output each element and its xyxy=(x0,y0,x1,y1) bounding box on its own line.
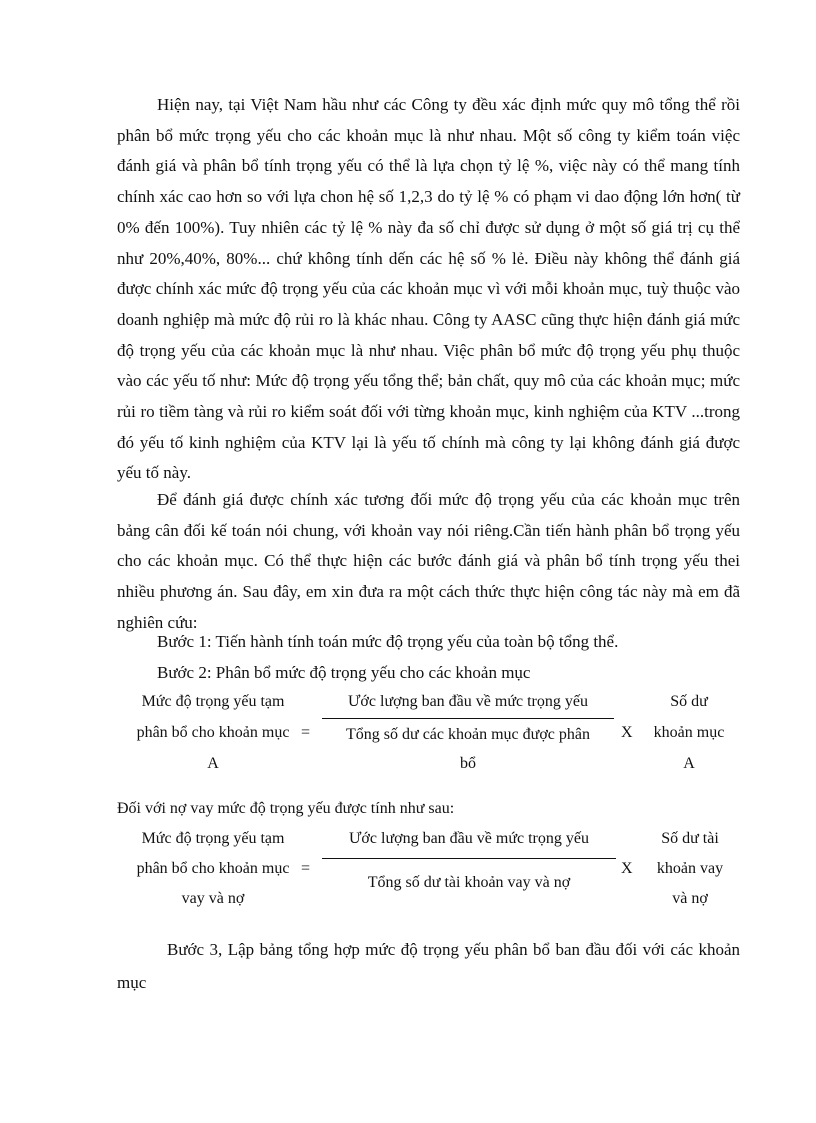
formula2-numerator: Ước lượng ban đầu về mức trọng yếu xyxy=(349,830,589,847)
paragraph-method: Để đánh giá được chính xác tương đối mức độ trọng yếu của các khoản mục trên bảng cân đối kế toán nói chung, với khoản vay nói riêng.Cần tiến hành phân bổ trọng yếu cho các khoản mục. Có thể thực hiện các bước đánh giá và phân bổ tính trọng yếu thei nhiều phương án. Sau đây, em xin đưa ra một cách thức thực hiện công tác này mà em đã nghiên cứu: xyxy=(117,490,740,632)
step-3: Bước 3, Lập bảng tổng hợp mức độ trọng yếu phân bổ ban đầu đối với các khoản mục xyxy=(117,940,740,992)
formula1-times: X xyxy=(621,724,633,741)
formula1-rhs-line1: Số dư xyxy=(670,693,708,710)
formula1-lhs-line3: A xyxy=(207,755,219,772)
formula2-lhs-line2: phân bổ cho khoản mục xyxy=(136,860,290,877)
step-1: Bước 1: Tiến hành tính toán mức độ trọng yếu của toàn bộ tổng thể. xyxy=(157,632,619,651)
formula1-denominator-line1: Tổng số dư các khoản mục được phân xyxy=(346,726,590,743)
formula1-rhs-line2: khoản mục xyxy=(653,724,725,741)
formula2-rhs-line1: Số dư tài xyxy=(661,830,719,847)
formula2-equals: = xyxy=(301,860,311,877)
formula1-rhs-line3: A xyxy=(683,755,695,772)
formula2-rhs-line3: và nợ xyxy=(672,890,708,907)
formula2-times: X xyxy=(621,860,633,877)
formula2-fraction-bar xyxy=(322,858,616,859)
formula1-lhs-line2: phân bổ cho khoản mục xyxy=(136,724,290,741)
formula1-numerator: Ước lượng ban đầu về mức trọng yếu xyxy=(348,693,588,710)
formula2-lhs-line1: Mức độ trọng yếu tạm xyxy=(141,830,285,847)
formula2-denominator: Tổng số dư tài khoản vay và nợ xyxy=(367,874,571,891)
formula2-rhs-line2: khoản vay xyxy=(656,860,724,877)
loan-intro: Đối với nợ vay mức độ trọng yếu được tính như sau: xyxy=(117,800,455,817)
formula1-fraction-bar xyxy=(322,718,614,719)
formula2-lhs-line3: vay và nợ xyxy=(181,890,245,907)
paragraph-intro: Hiện nay, tại Việt Nam hầu như các Công ty đều xác định mức quy mô tổng thể rồi phân bổ mức trọng yếu cho các khoản mục là như nhau. Một số công ty kiểm toán việc đánh giá và phân bổ tính trọng yếu có thể là lựa chọn tỷ lệ %, việc này có thể mang tính chính xác cao hơn so với lựa chon hệ số 1,2,3 do tỷ lệ % có phạm vi dao động lớn hơn( từ 0% đến 100%). Tuy nhiên các tỷ lệ % này đa số chỉ được sử dụng ở một số giá trị cụ thể như 20%,40%, 80%... chứ không tính dến các hệ số % lẻ. Điều này không thể đánh giá được chính xác mức độ trọng yếu của các khoản mục vì với mỗi khoản mục, tuỳ thuộc vào doanh nghiệp mà mức độ rủi ro là khác nhau. Công ty AASC cũng thực hiện đánh giá mức độ trọng yếu của các khoản mục là như nhau. Việc phân bổ mức độ trọng yếu phụ thuộc vào các yếu tố như: Mức độ trọng yếu tổng thể; bản chất, quy mô của các khoản mục; mức rủi ro tiềm tàng và rủi ro kiểm soát đối với từng khoản mục, kinh nghiệm của KTV ...trong đó yếu tố kinh nghiệm của KTV lại là yếu tố chính mà công ty lại không đánh giá được yếu tố này. xyxy=(117,95,740,483)
formula1-denominator-line2: bổ xyxy=(460,755,476,772)
formula1-lhs-line1: Mức độ trọng yếu tạm xyxy=(141,693,285,710)
step-2: Bước 2: Phân bổ mức độ trọng yếu cho các khoản mục xyxy=(157,663,531,682)
formula1-equals: = xyxy=(301,724,311,741)
